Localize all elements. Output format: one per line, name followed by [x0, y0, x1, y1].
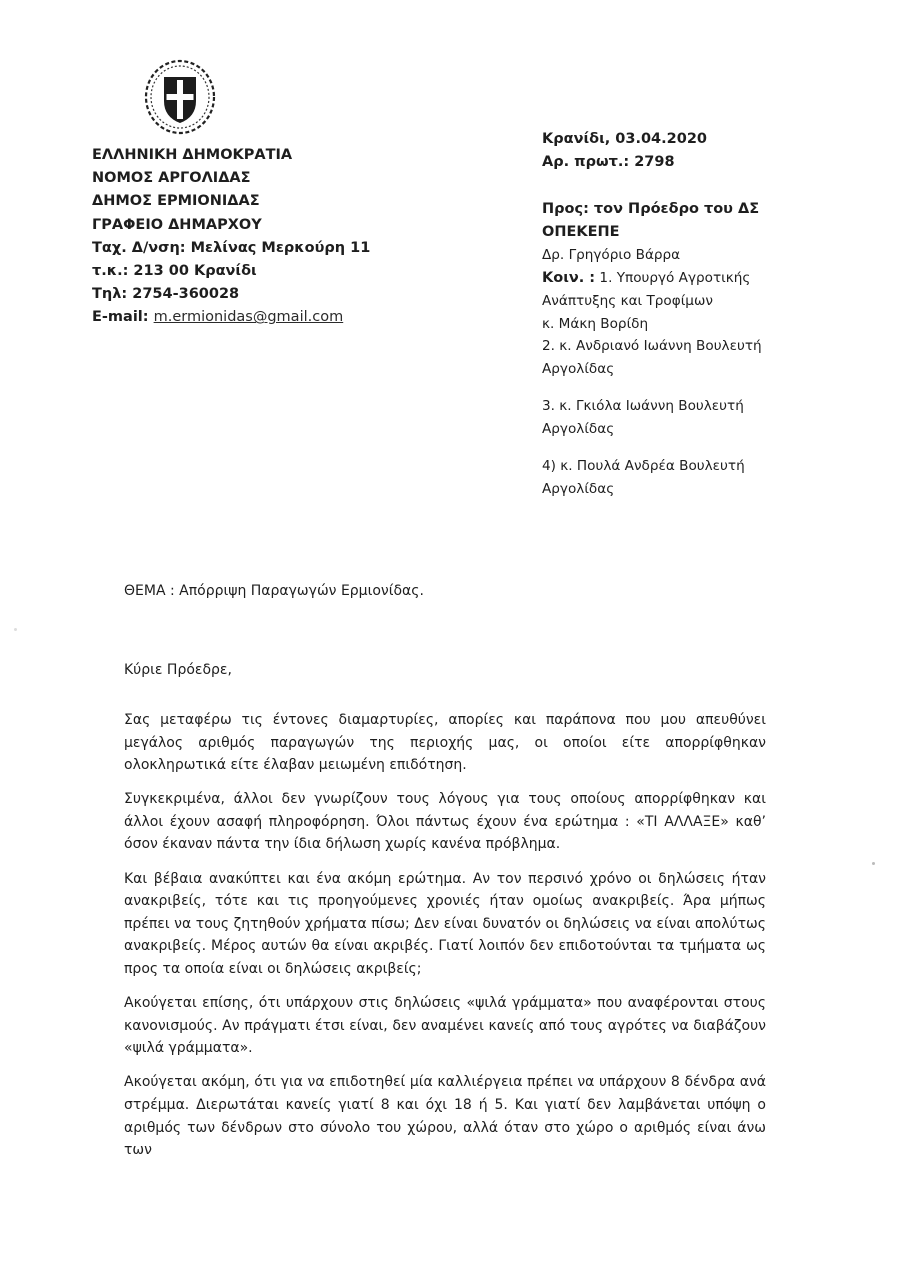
cc-2-a: 2. κ. Ανδριανό Ιωάννη Βουλευτή [542, 338, 762, 354]
email-link[interactable]: m.ermionidas@gmail.com [153, 309, 344, 326]
subject-line: ΘΕΜΑ : Απόρριψη Παραγωγών Ερμιονίδας. [124, 583, 424, 599]
sender-email-line [92, 306, 370, 329]
email-label: E-mail: [92, 309, 154, 326]
sender-office: ΓΡΑΦΕΙΟ ΔΗΜΑΡΧΟΥ [92, 216, 262, 233]
cc-item [542, 335, 762, 381]
sender-postcode: τ.κ.: 213 00 Κρανίδι [92, 263, 257, 280]
greek-coat-of-arms-emblem [144, 59, 216, 135]
date-line: Κρανίδι, 03.04.2020 [542, 131, 708, 147]
recipient-line-1: Προς: τον Πρόεδρο του ΔΣ [542, 201, 760, 217]
salutation: Κύριε Πρόεδρε, [124, 662, 232, 678]
cc-3-a: 3. κ. Γκιόλα Ιωάννη Βουλευτή [542, 398, 744, 414]
cc-1-c: κ. Μάκη Βορίδη [542, 316, 649, 332]
scan-speck [14, 628, 17, 631]
cc-4-b: Αργολίδας [542, 481, 615, 497]
body-paragraph: Συγκεκριμένα, άλλοι δεν γνωρίζουν τους λόγους για τους οποίους απορρίφθηκαν και άλλοι έχουν ασαφή πληροφόρηση. Όλοι πάντως έχουν ένα ερώτημα : «ΤΙ ΑΛΛΑΞΕ» καθ’ όσον έκαναν πάντα την ίδια δήλωση χωρίς κανένα πρόβλημα. [124, 791, 766, 853]
sender-block [92, 144, 370, 330]
sender-prefecture: ΝΟΜΟΣ ΑΡΓΟΛΙΔΑΣ [92, 170, 251, 187]
body-paragraph: Ακούγεται ακόμη, ότι για να επιδοτηθεί μία καλλιέργεια πρέπει να υπάρχουν 8 δένδρα ανά στρέμμα. Διερωτάται κανείς γιατί 8 και όχι 18 ή 5. Και γιατί δεν λαμβάνεται υπόψη ο αριθμός των δένδρων στο σύνολο του χώρου, αλλά όταν στο χώρο ο αριθμός είναι άνω των [124, 1074, 766, 1159]
sender-municipality: ΔΗΜΟΣ ΕΡΜΙΟΝΙΔΑΣ [92, 193, 260, 210]
cc-item [542, 455, 762, 501]
body-paragraph: Σας μεταφέρω τις έντονες διαμαρτυρίες, απορίες και παράπονα που μου απευθύνει μεγάλος αριθμός παραγωγών της περιοχής μας, οι οποίοι είτε απορρίφθηκαν ολοκληρωτικά είτε έλαβαν μειωμένη επιδότηση. [124, 712, 766, 774]
date-block [542, 128, 707, 174]
protocol-number: Αρ. πρωτ.: 2798 [542, 154, 675, 170]
cc-4-a: 4) κ. Πουλά Ανδρέα Βουλευτή [542, 458, 745, 474]
scan-speck [872, 862, 875, 865]
body-paragraph: Και βέβαια ανακύπτει και ένα ακόμη ερώτημα. Αν τον περσινό χρόνο οι δηλώσεις ήταν ανακριβείς, τότε και τις προηγούμενες χρονιές ήταν ομοίως ανακριβείς. Άρα μήπως πρέπει να τους ζητηθούν χρήματα πίσω; Δεν είναι δυνατόν οι δηλώσεις να είναι απολύτως ανακριβείς. Μέρος αυτών θα είναι ακριβές. Γιατί λοιπόν δεν επιδοτούνται τα τμήματα ως προς τα οποία είναι οι δηλώσεις ακριβείς; [124, 870, 766, 977]
cc-item [542, 395, 762, 441]
sender-country: ΕΛΛΗΝΙΚΗ ΔΗΜΟΚΡΑΤΙΑ [92, 147, 293, 163]
cc-label: Κοιν. : [542, 270, 596, 286]
sender-phone: Τηλ: 2754-360028 [92, 286, 240, 303]
cc-line-1 [542, 267, 759, 290]
cc-list [542, 335, 762, 515]
body-paragraph: Ακούγεται επίσης, ότι υπάρχουν στις δηλώσεις «ψιλά γράμματα» που αναφέρονται στους κανονισμούς. Αν πράγματι έτσι είναι, δεν αναμένει κανείς από τους αγρότες να διαβάζουν «ψιλά γράμματα». [124, 995, 766, 1057]
cc-1-a: 1. Υπουργό Αγροτικής [595, 270, 751, 286]
sender-address: Ταχ. Δ/νση: Μελίνας Μερκούρη 11 [92, 239, 371, 256]
letter-body [124, 709, 766, 1173]
recipient-block [542, 198, 759, 336]
recipient-name: Δρ. Γρηγόριο Βάρρα [542, 247, 681, 263]
cc-3-b: Αργολίδας [542, 421, 615, 437]
recipient-line-2: ΟΠΕΚΕΠΕ [542, 224, 620, 240]
cc-2-b: Αργολίδας [542, 361, 615, 377]
cc-1-b: Ανάπτυξης και Τροφίμων [542, 293, 713, 309]
